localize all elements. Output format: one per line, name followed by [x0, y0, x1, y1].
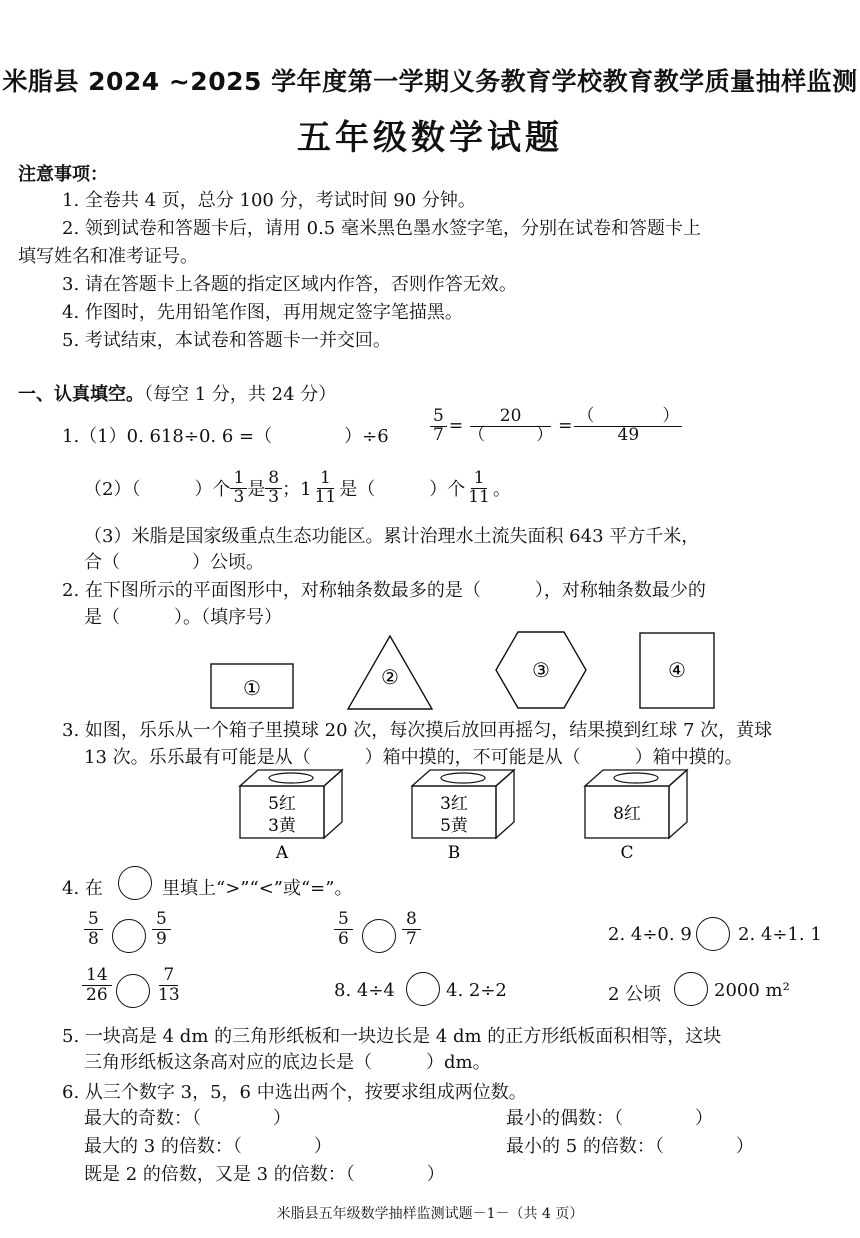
box-a-opening	[269, 773, 313, 783]
q2-line1: 2. 在下图所示的平面图形中，对称轴条数最多的是（ ），对称轴条数最少的	[62, 580, 706, 601]
q1-part3-line1: （3）米脂是国家级重点生态功能区。累计治理水土流失面积 643 平方千米，	[84, 526, 700, 547]
section-1-score: （每空 1 分，共 24 分）	[144, 384, 337, 405]
q4-r2-expr-left: 8. 4÷4	[334, 980, 395, 1001]
fraction-1-3: $\frac{1}{3}$	[230, 470, 247, 507]
box-a	[240, 770, 342, 863]
q4-r1-frac-d: 8 7	[402, 910, 421, 948]
q4-intro-circle	[118, 866, 152, 900]
section-1-heading	[18, 380, 336, 406]
q6-smallest-even: 最小的偶数：（ ）	[506, 1108, 713, 1129]
q1-part1: 1.（1）0. 618÷0. 6 =（ ）÷6	[62, 426, 389, 447]
q6-multiple-of-2-and-3: 既是 2 的倍数，又是 3 的倍数：（ ）	[84, 1164, 445, 1185]
q1-equation: $\frac{5}{7}$ = $\frac{20}{( )}$ = $\frac{( )}{49}$	[430, 408, 682, 445]
box-b-label: B	[447, 843, 461, 863]
box-b	[412, 770, 514, 863]
exam-header: 米脂县 2024 ~2025 学年度第一学期义务教育学校教育教学质量抽样监测	[2, 67, 858, 96]
q2-shapes	[0, 620, 860, 716]
fraction-1-11b: $\frac{1}{11}$	[468, 468, 490, 507]
q4-r2-expr-right: 4. 2÷2	[446, 980, 507, 1001]
compare-circle[interactable]	[696, 917, 730, 951]
eq-fraction-2: $\frac{20}{( )}$	[468, 406, 554, 445]
eq-fraction-3: $\frac{( )}{49}$	[574, 408, 682, 445]
box-a-label: A	[275, 843, 289, 863]
section-1-title: 一、认真填空。	[18, 384, 144, 405]
q5-line2: 三角形纸板这条高对应的底边长是（ ）dm。	[84, 1052, 491, 1073]
box-c-line1: 8红	[613, 804, 641, 824]
shape-label-3: ③	[532, 658, 550, 682]
q4-r2-unit-left: 2 公顷	[608, 984, 662, 1005]
q3-line2: 13 次。乐乐最有可能是从（ ）箱中摸的，不可能是从（ ）箱中摸的。	[84, 747, 743, 768]
box-a-line2: 3黄	[268, 816, 296, 836]
q4-intro-b: 里填上“>”“<”或“=”。	[162, 878, 353, 899]
note-2: 2. 领到试卷和答题卡后，请用 0.5 毫米黑色墨水签字笔，分别在试卷和答题卡上	[62, 218, 701, 239]
q6-smallest-multiple-of-5: 最小的 5 的倍数：（ ）	[506, 1136, 754, 1157]
q4-r2-unit-right: 2000 m²	[714, 980, 790, 1001]
q4-r1-frac-c: 5 6	[334, 910, 353, 948]
q4-r1-frac-a: 5 8	[84, 910, 103, 948]
q1-part2: （2）（ ）个 $\frac{1}{3}$ 是 $\frac{8}{3}$ ；1 $\frac{1}{11}$ 是（ ）个 $\frac{1}{11}$ 。	[84, 468, 511, 507]
q6-largest-multiple-of-3: 最大的 3 的倍数：（ ）	[84, 1136, 332, 1157]
box-c	[585, 770, 687, 863]
note-1: 1. 全卷共 4 页，总分 100 分，考试时间 90 分钟。	[62, 190, 476, 211]
q4-r1-frac-b: 5 9	[152, 910, 171, 948]
compare-circle[interactable]	[116, 974, 150, 1008]
q4-r1-expr-left: 2. 4÷0. 9	[608, 924, 692, 945]
notes-heading: 注意事项：	[18, 164, 108, 185]
q3-line1: 3. 如图，乐乐从一个箱子里摸球 20 次，每次摸后放回再摇匀，结果摸到红球 7 次，黄球	[62, 720, 773, 741]
compare-circle[interactable]	[362, 919, 396, 953]
q6-intro: 6. 从三个数字 3，5，6 中选出两个，按要求组成两位数。	[62, 1082, 527, 1103]
shape-label-1: ①	[243, 676, 261, 700]
q6-largest-odd: 最大的奇数：（ ）	[84, 1108, 291, 1129]
fraction-8-3: $\frac{8}{3}$	[265, 470, 282, 507]
box-a-line1: 5红	[268, 794, 296, 814]
note-4: 4. 作图时，先用铅笔作图，再用规定签字笔描黑。	[62, 302, 463, 323]
shape-label-2: ②	[381, 665, 399, 689]
q3-boxes	[0, 764, 860, 864]
shape-label-4: ④	[668, 658, 686, 682]
box-b-line2: 5黄	[440, 816, 468, 836]
box-b-line1: 3红	[440, 794, 468, 814]
note-5: 5. 考试结束，本试卷和答题卡一并交回。	[62, 330, 391, 351]
q1-part3-line2: 合（ ）公顷。	[84, 552, 264, 573]
q4-intro-a: 4. 在	[62, 878, 103, 899]
note-2-cont: 填写姓名和准考证号。	[18, 246, 198, 267]
box-b-opening	[441, 773, 485, 783]
note-3: 3. 请在答题卡上各题的指定区域内作答，否则作答无效。	[62, 274, 517, 295]
compare-circle[interactable]	[112, 919, 146, 953]
eq-fraction-1: $\frac{5}{7}$	[430, 408, 447, 445]
q4-r1-expr-right: 2. 4÷1. 1	[738, 924, 822, 945]
exam-title: 五年级数学试题	[297, 118, 563, 158]
box-c-label: C	[620, 843, 634, 863]
box-c-opening	[614, 773, 658, 783]
compare-circle[interactable]	[406, 972, 440, 1006]
compare-circle[interactable]	[674, 972, 708, 1006]
q2-line2: 是（ ）。（填序号）	[84, 607, 282, 628]
q5-line1: 5. 一块高是 4 dm 的三角形纸板和一块边长是 4 dm 的正方形纸板面积相等，这块	[62, 1026, 722, 1047]
q4-r2-frac-a: 14 26	[82, 966, 112, 1004]
fraction-1-11: $\frac{1}{11}$	[314, 468, 337, 507]
page-footer: 米脂县五年级数学抽样监测试题－1－（共 4 页）	[276, 1206, 584, 1222]
q4-r2-frac-b: 7 13	[158, 965, 180, 1005]
